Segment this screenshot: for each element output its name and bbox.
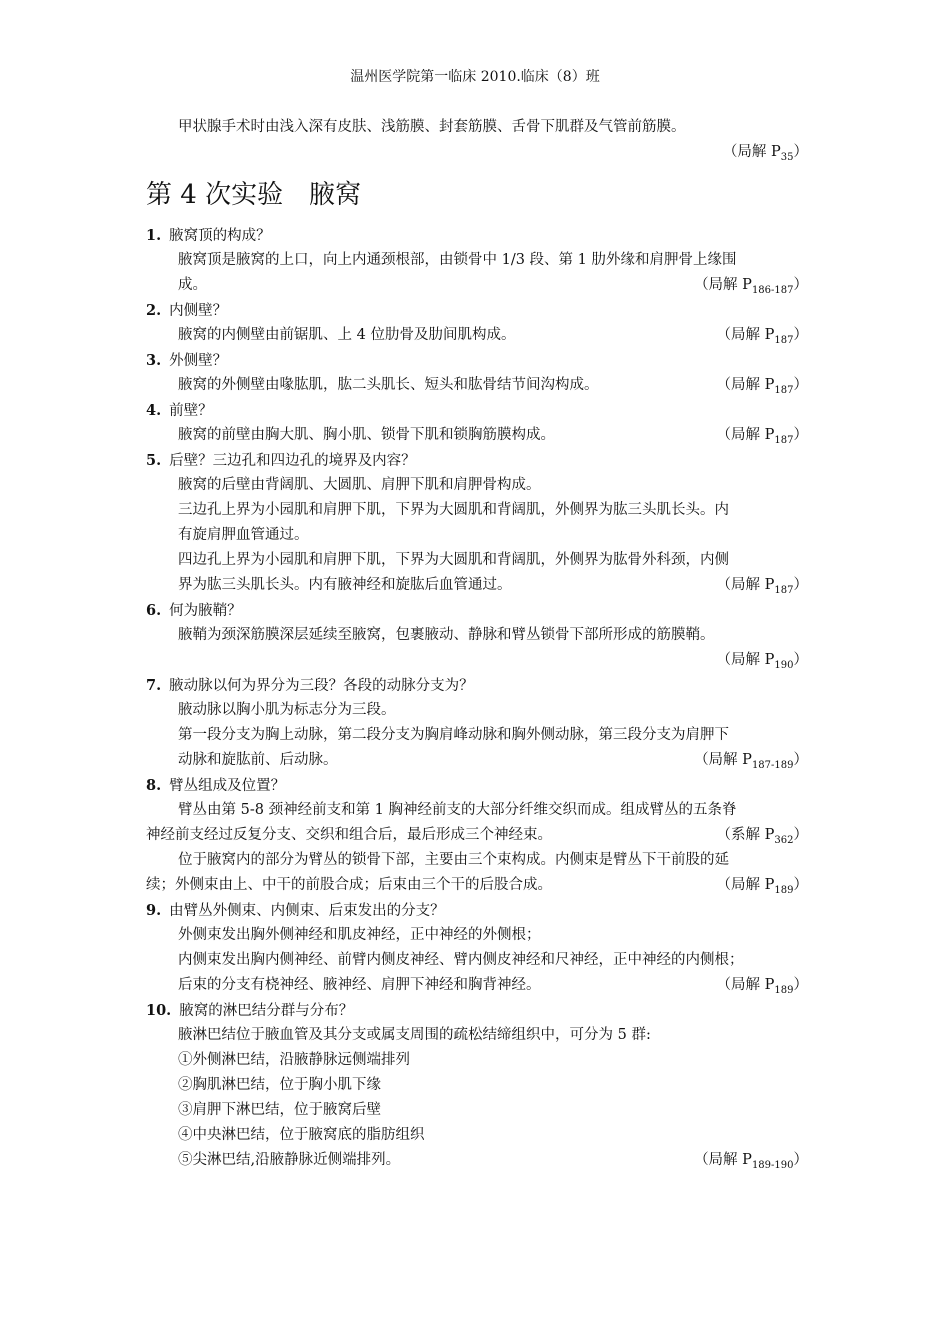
answer-line: 动脉和旋肱前、后动脉。 （局解 $P_{187-189}$）	[146, 748, 808, 773]
reference: （局解 $P_{187}$）	[716, 577, 808, 596]
intro-ref: （局解 $P_{35}$）	[722, 144, 808, 163]
answer-line: 后束的分支有桡神经、腋神经、肩胛下神经和胸背神经。 （局解 $P_{189}$）	[146, 973, 808, 998]
question-1: 1. 腋窝顶的构成？	[146, 227, 271, 244]
reference: （局解 $P_{187}$）	[716, 427, 808, 446]
question-5: 5. 后壁？三边孔和四边孔的境界及内容？	[146, 452, 416, 469]
question-6: 6. 何为腋鞘？	[146, 602, 242, 619]
answer-line: 内侧束发出胸内侧神经、前臂内侧皮神经、臂内侧皮神经和尺神经，正中神经的内侧根；	[178, 952, 744, 968]
reference: （局解 $P_{187-189}$）	[694, 752, 808, 771]
answer-line: 腋窝的前壁由胸大肌、胸小肌、锁骨下肌和锁胸筋膜构成。 （局解 $P_{187}$）	[146, 423, 808, 448]
answer-line: 位于腋窝内的部分为臂丛的锁骨下部，主要由三个束构成。内侧束是臂丛下干前股的延	[178, 852, 729, 868]
intro-line	[146, 115, 808, 140]
reference: （局解 $P_{190}$）	[716, 652, 808, 671]
question-8: 8. 臂丛组成及位置？	[146, 777, 286, 794]
answer-line: 腋窝顶是腋窝的上口，向上内通颈根部，由锁骨中 1/3 段、第 1 肋外缘和肩胛骨上缘围	[178, 252, 737, 268]
list-item: ②胸肌淋巴结，位于胸小肌下缘	[178, 1077, 381, 1093]
answer-line: 腋窝的后壁由背阔肌、大圆肌、肩胛下肌和肩胛骨构成。	[178, 477, 541, 493]
page-header: 温州医学院第一临床 2010.临床（8）班	[350, 69, 600, 85]
list-item: ④中央淋巴结，位于腋窝底的脂肪组织	[178, 1127, 425, 1143]
intro-ref-line	[146, 140, 808, 165]
answer-line: 腋淋巴结位于腋血管及其分支或属支周围的疏松结缔组织中，可分为 5 群:	[178, 1027, 651, 1043]
answer-line: 腋动脉以胸小肌为标志分为三段。	[178, 702, 396, 718]
question-3: 3. 外侧壁？	[146, 352, 228, 369]
question-4: 4. 前壁？	[146, 402, 213, 419]
answer-line: 三边孔上界为小园肌和肩胛下肌，下界为大圆肌和背阔肌，外侧界为肱三头肌长头。内	[178, 502, 729, 518]
intro-text: 甲状腺手术时由浅入深有皮肤、浅筋膜、封套筋膜、舌骨下肌群及气管前筋膜。	[178, 119, 686, 135]
answer-line: 腋鞘为颈深筋膜深层延续至腋窝，包裹腋动、静脉和臂丛锁骨下部所形成的筋膜鞘。	[178, 627, 715, 643]
answer-line: 续；外侧束由上、中干的前股合成；后束由三个干的后股合成。 （局解 $P_{189}$）	[146, 873, 808, 898]
section-title: 第 4 次实验 腋窝	[146, 180, 362, 210]
list-item: ⑤尖淋巴结,沿腋静脉近侧端排列。 （局解 $P_{189-190}$）	[146, 1148, 808, 1173]
reference: （局解 $P_{189}$）	[716, 877, 808, 896]
list-item: ①外侧淋巴结，沿腋静脉远侧端排列	[178, 1052, 410, 1068]
answer-line: 臂丛由第 5-8 颈神经前支和第 1 胸神经前支的大部分纤维交织而成。组成臂丛的五条脊	[178, 802, 737, 818]
answer-line: 界为肱三头肌长头。内有腋神经和旋肱后血管通过。 （局解 $P_{187}$）	[146, 573, 808, 598]
question-10: 10. 腋窝的淋巴结分群与分布？	[146, 1002, 354, 1019]
reference: （局解 $P_{187}$）	[716, 327, 808, 346]
question-7: 7. 腋动脉以何为界分为三段？各段的动脉分支为？	[146, 677, 474, 694]
answer-line	[146, 648, 808, 673]
answer-line: 有旋肩胛血管通过。	[178, 527, 309, 543]
list-item: ③肩胛下淋巴结，位于腋窝后壁	[178, 1102, 381, 1118]
question-2: 2. 内侧壁？	[146, 302, 228, 319]
answer-line: 成。 （局解 $P_{186-187}$）	[146, 273, 808, 298]
page-content	[146, 115, 808, 1173]
answer-line: 四边孔上界为小园肌和肩胛下肌，下界为大圆肌和背阔肌，外侧界为肱骨外科颈，内侧	[178, 552, 729, 568]
reference: （局解 $P_{186-187}$）	[694, 277, 808, 296]
answer-line: 腋窝的内侧壁由前锯肌、上 4 位肋骨及肋间肌构成。 （局解 $P_{187}$）	[146, 323, 808, 348]
reference: （系解 $P_{362}$）	[716, 827, 808, 846]
reference: （局解 $P_{189-190}$）	[694, 1152, 808, 1171]
answer-line: 神经前支经过反复分支、交织和组合后，最后形成三个神经束。 （系解 $P_{362}$）	[146, 823, 808, 848]
question-9: 9. 由臂丛外侧束、内侧束、后束发出的分支？	[146, 902, 445, 919]
answer-line: 腋窝的外侧壁由喙肱肌，肱二头肌长、短头和肱骨结节间沟构成。 （局解 $P_{187}$）	[146, 373, 808, 398]
reference: （局解 $P_{187}$）	[716, 377, 808, 396]
answer-line: 外侧束发出胸外侧神经和肌皮神经，正中神经的外侧根；	[178, 927, 541, 943]
reference: （局解 $P_{189}$）	[716, 977, 808, 996]
answer-line: 第一段分支为胸上动脉，第二段分支为胸肩峰动脉和胸外侧动脉，第三段分支为肩胛下	[178, 727, 729, 743]
